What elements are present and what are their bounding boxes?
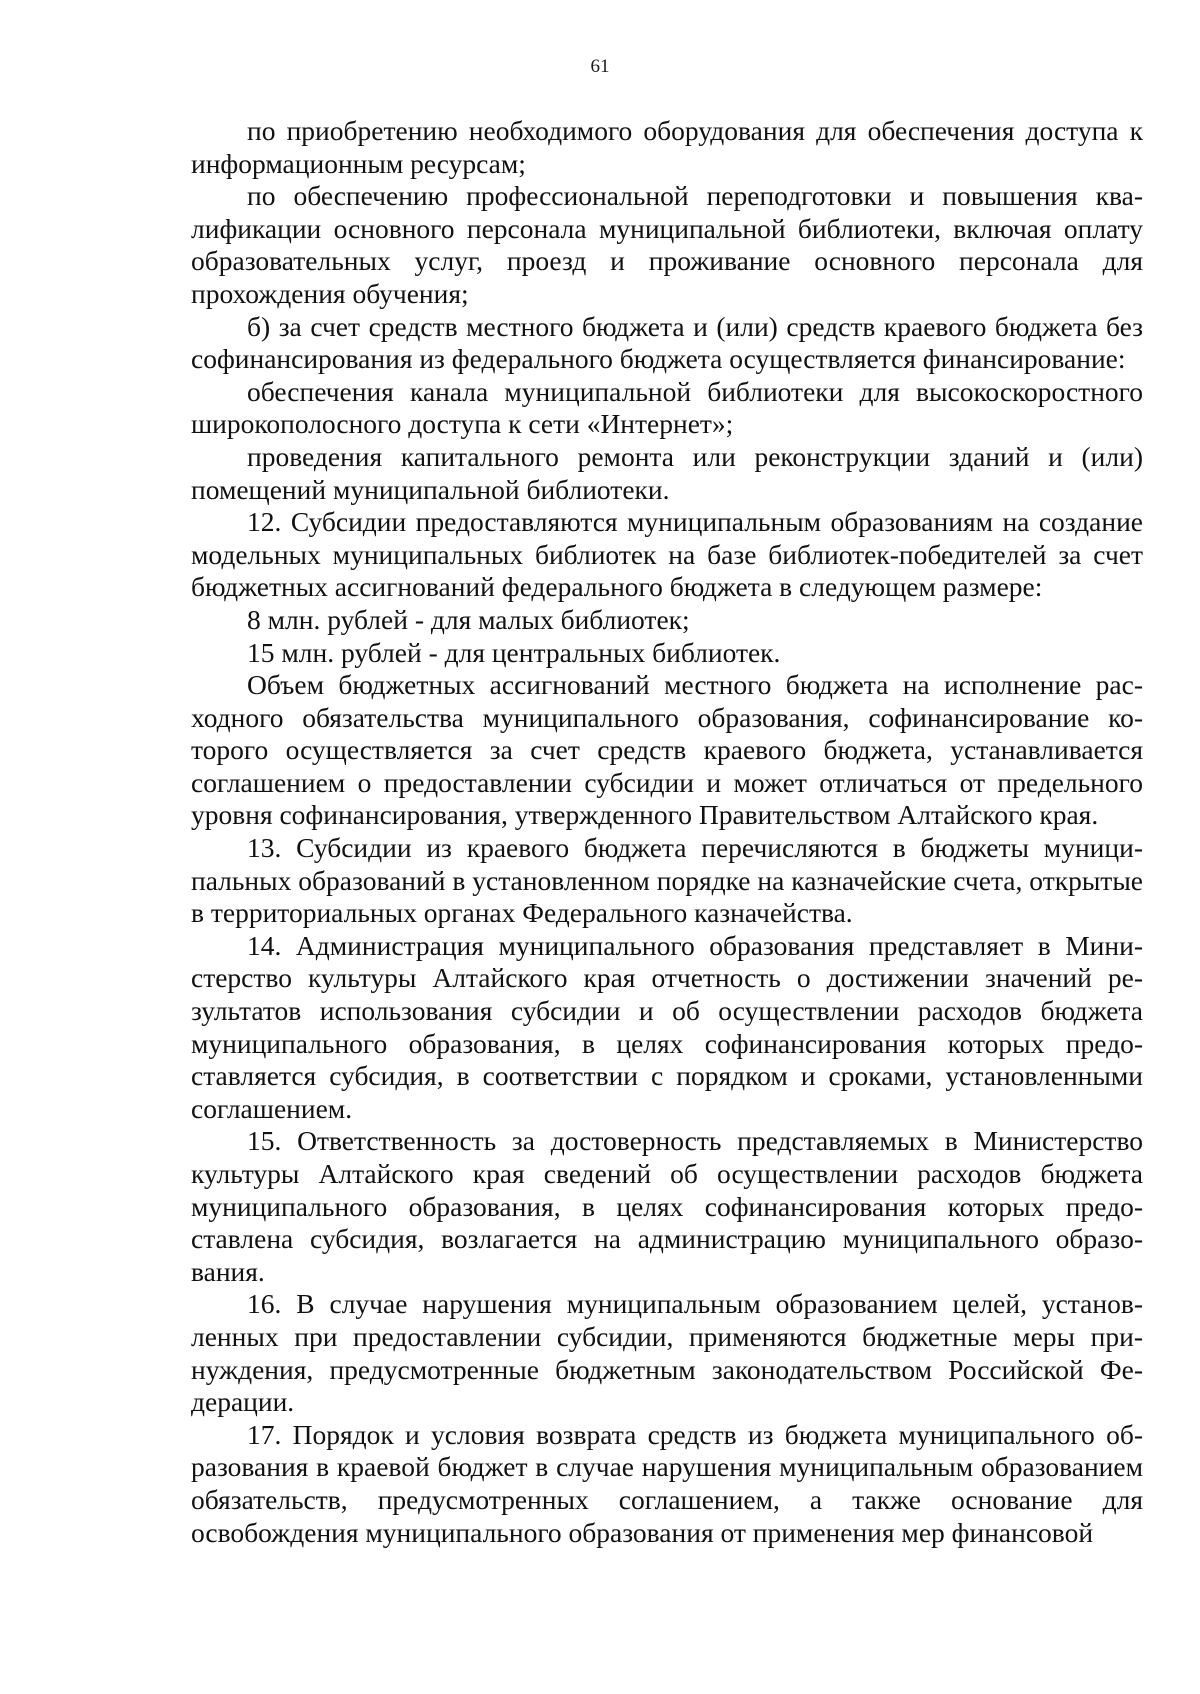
paragraph-central-libraries: 15 млн. рублей - для центральных библиотек. xyxy=(247,636,781,668)
paragraph-training: по обеспечению профессиональной переподготовки и повышения квалификации основного персонала муниципальной библиотеки, включая оплату образовательных услуг, проезд и проживание основного персонала для прохождения обучения; xyxy=(191,180,1143,309)
paragraph-item-13: 13. Субсидии из краевого бюджета перечисляются в бюджеты муниципальных образований в установленном порядке на казначейские счета, открытые в территориальных органах Федерального казначейства. xyxy=(191,832,1143,929)
paragraph-equipment: по приобретению необходимого оборудования для обеспечения доступа к информационным ресурсам; xyxy=(191,115,1143,179)
page-number: 61 xyxy=(590,56,610,77)
paragraph-item-16: 16. В случае нарушения муниципальным образованием целей, установленных при предоставлении субсидии, применяются бюджетные меры принуждения, предусмотренные бюджетным законодательством Российской Федерации. xyxy=(191,1288,1143,1418)
paragraph-local-budget: б) за счет средств местного бюджета и (или) средств краевого бюджета без софинансирования из федерального бюджета осуществляется финансирование: xyxy=(191,310,1143,375)
paragraph-item-15: 15. Ответственность за достоверность представляемых в Министерство культуры Алтайского края сведений об осуществлении расходов бюджета муниципального образования, в целях софинансирования которых предоставлена субсидия, возлагается на администрацию муниципального образования. xyxy=(191,1125,1143,1287)
document-body xyxy=(191,115,1143,1549)
paragraph-capital-repair: проведения капитального ремонта или реконструкции зданий и (или) помещений муниципальной библиотеки. xyxy=(191,440,1143,505)
paragraph-internet-channel: обеспечения канала муниципальной библиотеки для высокоскоростного широкополосного доступа к сети «Интернет»; xyxy=(191,375,1143,440)
paragraph-cofinancing-volume: Объем бюджетных ассигнований местного бюджета на исполнение расходного обязательства муниципального образования, софинансирование которого осуществляется за счет средств краевого бюджета, устанавливается соглашением о предоставлении субсидии и может отличаться от предельного уровня софинансирования, утвержденного Правительством Алтайского края. xyxy=(191,669,1143,831)
paragraph-item-12: 12. Субсидии предоставляются муниципальным образованиям на создание модельных муниципальных библиотек на базе библиотек-победителей за счет бюджетных ассигнований федерального бюджета в следующем размере: xyxy=(191,506,1143,603)
paragraph-item-14: 14. Администрация муниципального образования представляет в Министерство культуры Алтайского края отчетность о достижении значений результатов использования субсидии и об осуществлении расходов бюджета муниципального образования, в целях софинансирования которых предоставляется субсидия, в соответствии с порядком и сроками, установленными соглашением. xyxy=(191,929,1143,1124)
paragraph-item-17: 17. Порядок и условия возврата средств из бюджета муниципального образования в краевой бюджет в случае нарушения муниципальным образованием обязательств, предусмотренных соглашением, а также основание для освобождения муниципального образования от применения мер финансовой xyxy=(191,1418,1143,1548)
paragraph-small-libraries: 8 млн. рублей - для малых библиотек; xyxy=(247,603,690,635)
